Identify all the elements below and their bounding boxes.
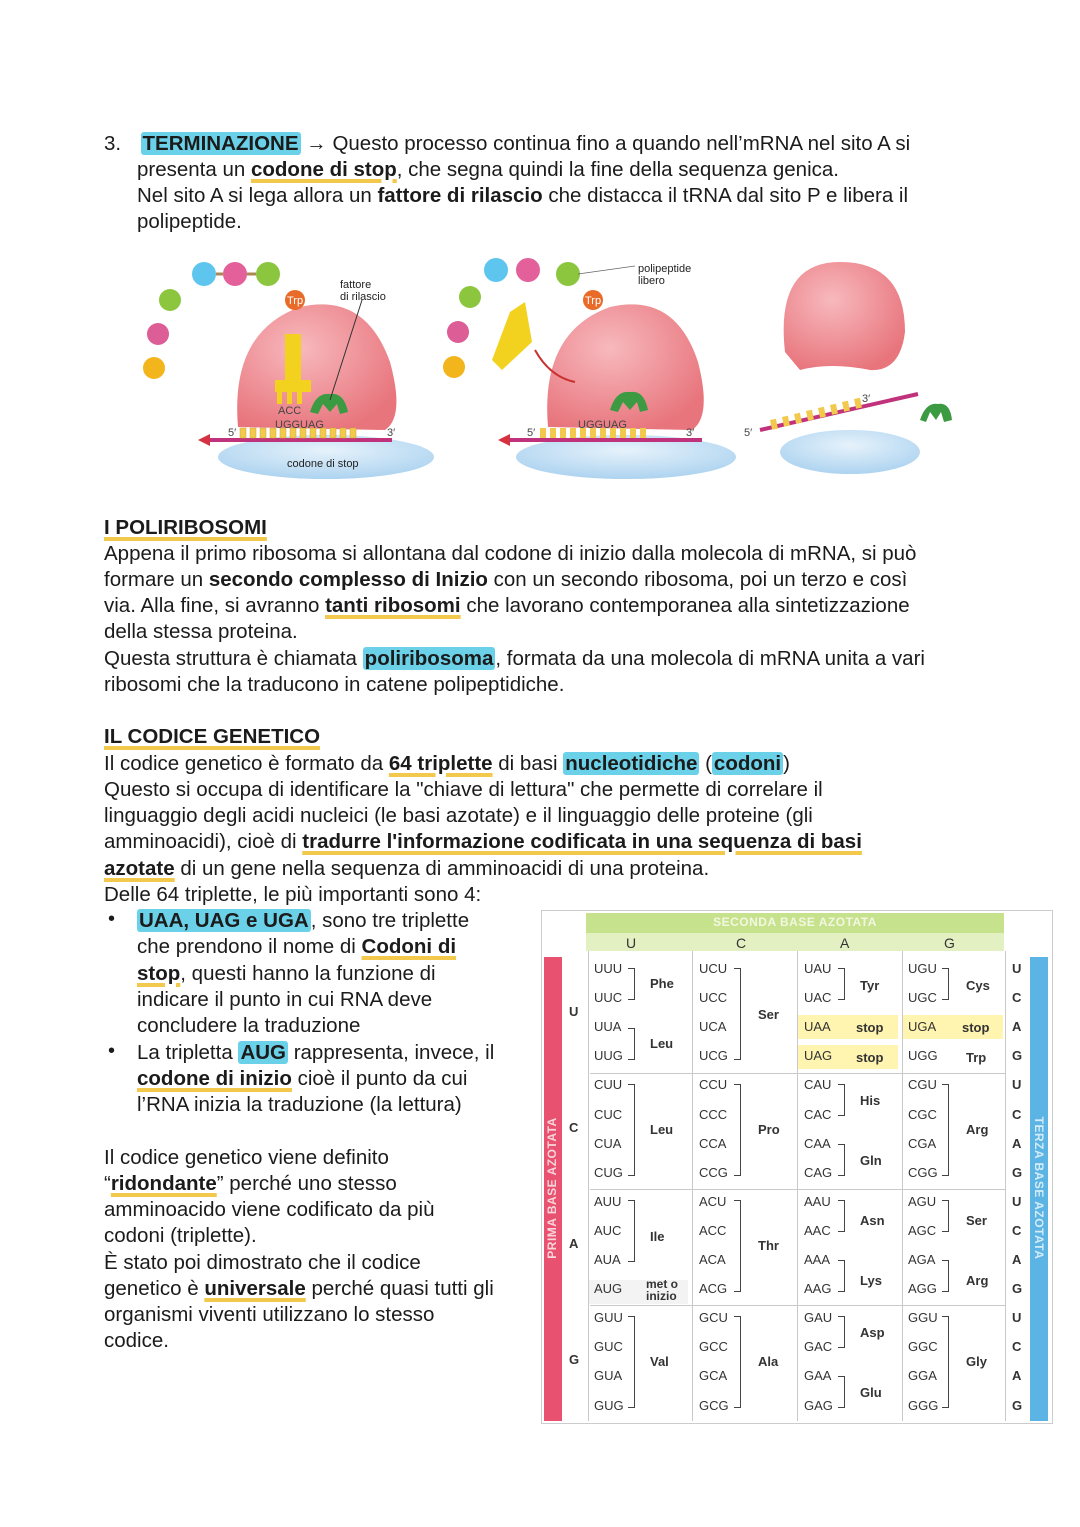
r-line1: Il codice genetico viene definito — [104, 1146, 389, 1169]
poli-line1: Appena il primo ribosoma si allontana dal codone di inizio dalla molecola di mRNA, si può — [104, 542, 917, 565]
codon-cell: UGG — [908, 1048, 938, 1064]
codon-cell: CUA — [594, 1135, 622, 1151]
section3-line4: polipeptide. — [137, 210, 242, 233]
r-line8: codice. — [104, 1329, 169, 1352]
label-3-2: 3′ — [686, 427, 695, 439]
label-5-2: 5′ — [527, 427, 536, 439]
third-base-letter: A — [1012, 1252, 1022, 1267]
codice-line6: Delle 64 triplette, le più importanti sono 4: — [104, 883, 482, 906]
codon-cell: CGC — [908, 1106, 937, 1122]
codon-cell: ACA — [699, 1252, 726, 1267]
codon-cell: GGA — [908, 1368, 937, 1384]
panel-3 — [760, 262, 952, 474]
codon-cell: CUC — [594, 1106, 623, 1122]
label-ugguag-1: UGGUAG — [275, 419, 324, 431]
label-5-3: 5′ — [744, 427, 753, 439]
codice-title: IL CODICE GENETICO — [104, 725, 321, 748]
aa-met-2: inizio — [646, 1289, 677, 1303]
aa-arg-2: Arg — [966, 1273, 989, 1288]
row-header-c: C — [569, 1120, 579, 1135]
third-base-letter: C — [1012, 990, 1022, 1006]
third-base-letter: U — [1012, 961, 1022, 976]
r-line5: È stato poi dimostrato che il codice — [104, 1251, 421, 1274]
third-base-header: TERZA BASE AZOTATA — [1032, 1116, 1046, 1260]
codon-cell: GUA — [594, 1368, 623, 1384]
codon-cell: CUU — [594, 1077, 623, 1093]
codon-cell: UGA — [908, 1019, 937, 1035]
codon-cell: UCG — [699, 1048, 728, 1064]
bullet-2: • — [108, 1040, 116, 1062]
label-3-3: 3′ — [862, 393, 871, 405]
aa-stop-2: stop — [856, 1050, 884, 1065]
third-base-letter: U — [1012, 1310, 1022, 1326]
third-base-letter: C — [1012, 1339, 1022, 1355]
aa-met-1: met o — [646, 1277, 679, 1291]
codon-cell: AUG — [594, 1281, 623, 1297]
aa-glu: Glu — [860, 1385, 882, 1400]
aa-asp: Asp — [860, 1325, 885, 1340]
codon-cell: AGU — [908, 1193, 937, 1209]
codon-table — [541, 910, 1053, 1424]
third-base-letter: C — [1012, 1106, 1022, 1122]
codon-cell: UCA — [699, 1019, 727, 1035]
codon-cell: UUG — [594, 1048, 623, 1064]
codon-cell: AAG — [804, 1281, 832, 1297]
codon-cell: GGC — [908, 1339, 938, 1355]
aa-ser-2: Ser — [966, 1213, 987, 1228]
codon-cell: GCC — [699, 1339, 728, 1355]
r-line3: amminoacido viene codificato da più — [104, 1198, 435, 1221]
codice-line3: linguaggio degli acidi nucleici (le basi azotate) e il linguaggio delle proteine (gli — [104, 804, 813, 827]
codon-cell: GUG — [594, 1397, 624, 1413]
label-3-1: 3′ — [387, 427, 396, 439]
aa-arg-1: Arg — [966, 1122, 989, 1137]
codon-cell: GCG — [699, 1397, 729, 1413]
codon-cell: GGU — [908, 1310, 938, 1326]
codon-cell: CGG — [908, 1164, 938, 1180]
codon-cell: GAC — [804, 1339, 833, 1355]
codon-cell: ACU — [699, 1193, 727, 1209]
codon-cell: UAG — [804, 1048, 833, 1064]
aa-phe: Phe — [650, 976, 674, 991]
aa-lys: Lys — [860, 1273, 882, 1288]
poli-line5: Questa struttura è chiamata poliribosoma, formata da una molecola di mRNA unita a vari — [104, 647, 925, 670]
codon-cell: AUC — [594, 1222, 622, 1238]
b2-line2: codone di inizio cioè il punto da cui — [137, 1067, 468, 1090]
aa-stop-3: stop — [962, 1020, 990, 1035]
b1-line1: UAA, UAG e UGA, sono tre triplette — [139, 909, 470, 932]
poli-line2: formare un secondo complesso di Inizio con un secondo ribosoma, poi un terzo e così — [104, 568, 908, 591]
codice-line2: Questo si occupa di identificare la "chiave di lettura" che permette di correlare il — [104, 778, 823, 801]
codice-line5: azotate di un gene nella sequenza di amminoacidi di una proteina. — [104, 857, 710, 880]
codon-cell: AUA — [594, 1252, 621, 1267]
aa-leu-2: Leu — [650, 1122, 674, 1137]
aa-his: His — [860, 1093, 881, 1108]
codon-cell: CAU — [804, 1077, 832, 1093]
terminazione-title: TERMINAZIONE — [142, 132, 299, 155]
row-header-g: G — [569, 1352, 580, 1367]
first-base-header: PRIMA BASE AZOTATA — [545, 1117, 559, 1259]
label-trp-2: Trp — [585, 295, 602, 307]
codon-cell: AGA — [908, 1252, 936, 1267]
aa-gly: Gly — [966, 1354, 987, 1369]
codon-cell: UGU — [908, 961, 937, 976]
r-line2: “ridondante” perché uno stesso — [104, 1172, 397, 1195]
label-polipeptide-1: polipeptide — [638, 263, 692, 275]
aa-thr: Thr — [758, 1238, 779, 1253]
third-base-letter: A — [1012, 1135, 1022, 1151]
third-base-letter: G — [1012, 1164, 1023, 1180]
row-header-a: A — [569, 1236, 579, 1251]
codon-cell: CAC — [804, 1106, 832, 1122]
col-header-g: G — [944, 935, 955, 951]
codon-cell: GUU — [594, 1310, 623, 1326]
b1-line5: concludere la traduzione — [137, 1014, 361, 1037]
codon-cell: GAG — [804, 1397, 833, 1413]
codon-cell: UUA — [594, 1019, 622, 1035]
codon-cell: UAU — [804, 961, 832, 976]
label-polipeptide-2: libero — [638, 275, 665, 287]
codon-cell: CCC — [699, 1106, 728, 1122]
codon-cell: UAA — [804, 1019, 831, 1035]
b2-line3: l’RNA inizia la traduzione (la lettura) — [137, 1093, 462, 1116]
codon-cell: UGC — [908, 990, 937, 1006]
second-base-header: SECONDA BASE AZOTATA — [713, 915, 877, 929]
third-base-letter: G — [1012, 1048, 1023, 1064]
third-base-letter: C — [1012, 1222, 1022, 1238]
codon-cell: AGG — [908, 1281, 937, 1297]
aa-val: Val — [650, 1354, 669, 1369]
section3-line1: 3. TERMINAZIONE → Questo processo continua fino a quando nell’mRNA nel sito A si — [104, 132, 911, 155]
codon-cell: GGG — [908, 1397, 939, 1413]
aa-ser-1: Ser — [758, 1007, 779, 1022]
codon-cell: CCG — [699, 1164, 728, 1180]
aa-ile: Ile — [650, 1229, 665, 1244]
aa-gln: Gln — [860, 1153, 882, 1168]
label-fattore-1: fattore — [340, 279, 372, 291]
aa-tyr: Tyr — [860, 978, 880, 993]
codon-cell: AGC — [908, 1222, 937, 1238]
label-5-1: 5′ — [228, 427, 237, 439]
codon-cell: GCA — [699, 1368, 728, 1384]
codice-line1: Il codice genetico è formato da 64 triplette di basi nucleotidiche (codoni) — [104, 752, 790, 775]
codon-cell: GAA — [804, 1368, 832, 1384]
codon-cell: CUG — [594, 1164, 623, 1180]
col-header-a: A — [840, 935, 850, 951]
r-line6: genetico è universale perché quasi tutti gli — [104, 1277, 494, 1300]
label-trp-1: Trp — [287, 295, 304, 307]
label-acc: ACC — [278, 405, 302, 417]
codon-cell: GUC — [594, 1339, 623, 1355]
label-ugguag-2: UGGUAG — [578, 419, 627, 431]
third-base-letter: U — [1012, 1077, 1022, 1093]
codon-cell: GAU — [804, 1310, 833, 1326]
codon-cell: UCC — [699, 990, 728, 1006]
label-fattore-2: di rilascio — [340, 291, 386, 303]
section3-line3: Nel sito A si lega allora un fattore di rilascio che distacca il tRNA dal sito P e libera il — [137, 184, 909, 207]
r-line7: organismi viventi utilizzano lo stesso — [104, 1303, 435, 1326]
aa-ala: Ala — [758, 1354, 779, 1369]
codon-cell: AAU — [804, 1193, 831, 1209]
aa-pro: Pro — [758, 1122, 780, 1137]
third-base-letter: A — [1012, 1019, 1022, 1035]
poliribosomi-title: I POLIRIBOSOMI — [104, 516, 267, 539]
termination-illustration — [130, 252, 960, 482]
b2-line1: La tripletta AUG rappresenta, invece, il — [137, 1041, 495, 1064]
r-line4: codoni (triplette). — [104, 1224, 257, 1247]
col-header-c: C — [736, 935, 747, 951]
b1-line2: che prendono il nome di Codoni di — [137, 935, 457, 958]
aa-leu-1: Leu — [650, 1036, 674, 1051]
aa-asn: Asn — [860, 1213, 885, 1228]
codon-cell: CGU — [908, 1077, 937, 1093]
aa-trp: Trp — [966, 1050, 987, 1065]
aa-cys: Cys — [966, 978, 990, 993]
codon-cell: AAA — [804, 1252, 831, 1267]
row-header-u: U — [569, 1004, 579, 1019]
third-base-letter: U — [1012, 1193, 1022, 1209]
codon-cell: UAC — [804, 990, 832, 1006]
aa-stop-1: stop — [856, 1020, 884, 1035]
codon-cell: CGA — [908, 1135, 937, 1151]
codon-cell: AUU — [594, 1193, 622, 1209]
codice-line4: amminoacidi), cioè di tradurre l'informazione codificata in una sequenza di basi — [104, 830, 862, 853]
b1-line3: stop, questi hanno la funzione di — [137, 962, 436, 985]
section3-line2: presenta un codone di stop, che segna quindi la fine della sequenza genica. — [137, 158, 839, 181]
third-base-letter: G — [1012, 1281, 1023, 1297]
codon-cell: AAC — [804, 1222, 831, 1238]
codon-cell: CCU — [699, 1077, 728, 1093]
codon-cell: ACG — [699, 1281, 728, 1297]
codon-cell: CAA — [804, 1135, 831, 1151]
codon-cell: GCU — [699, 1310, 728, 1326]
poli-line3: via. Alla fine, si avranno tanti ribosomi che lavorano contemporanea alla sintetizzazione — [104, 594, 910, 617]
codon-cell: UCU — [699, 961, 728, 976]
panel-2 — [443, 258, 736, 479]
b1-line4: indicare il punto in cui RNA deve — [137, 988, 433, 1011]
codon-cell: CCA — [699, 1135, 727, 1151]
label-codone-stop: codone di stop — [287, 458, 359, 470]
third-base-letter: G — [1012, 1397, 1023, 1413]
bullet-1: • — [108, 908, 116, 930]
third-base-letter: A — [1012, 1368, 1022, 1384]
codon-cell: CAG — [804, 1164, 833, 1180]
codon-cell: UUU — [594, 961, 623, 976]
arrow-icon: → — [306, 132, 327, 155]
poli-line6: ribosomi che la traducono in catene polipeptidiche. — [104, 673, 565, 696]
codon-cell: UUC — [594, 990, 623, 1006]
codon-cell: ACC — [699, 1222, 727, 1238]
poli-line4: della stessa proteina. — [104, 620, 298, 643]
col-header-u: U — [626, 935, 637, 951]
